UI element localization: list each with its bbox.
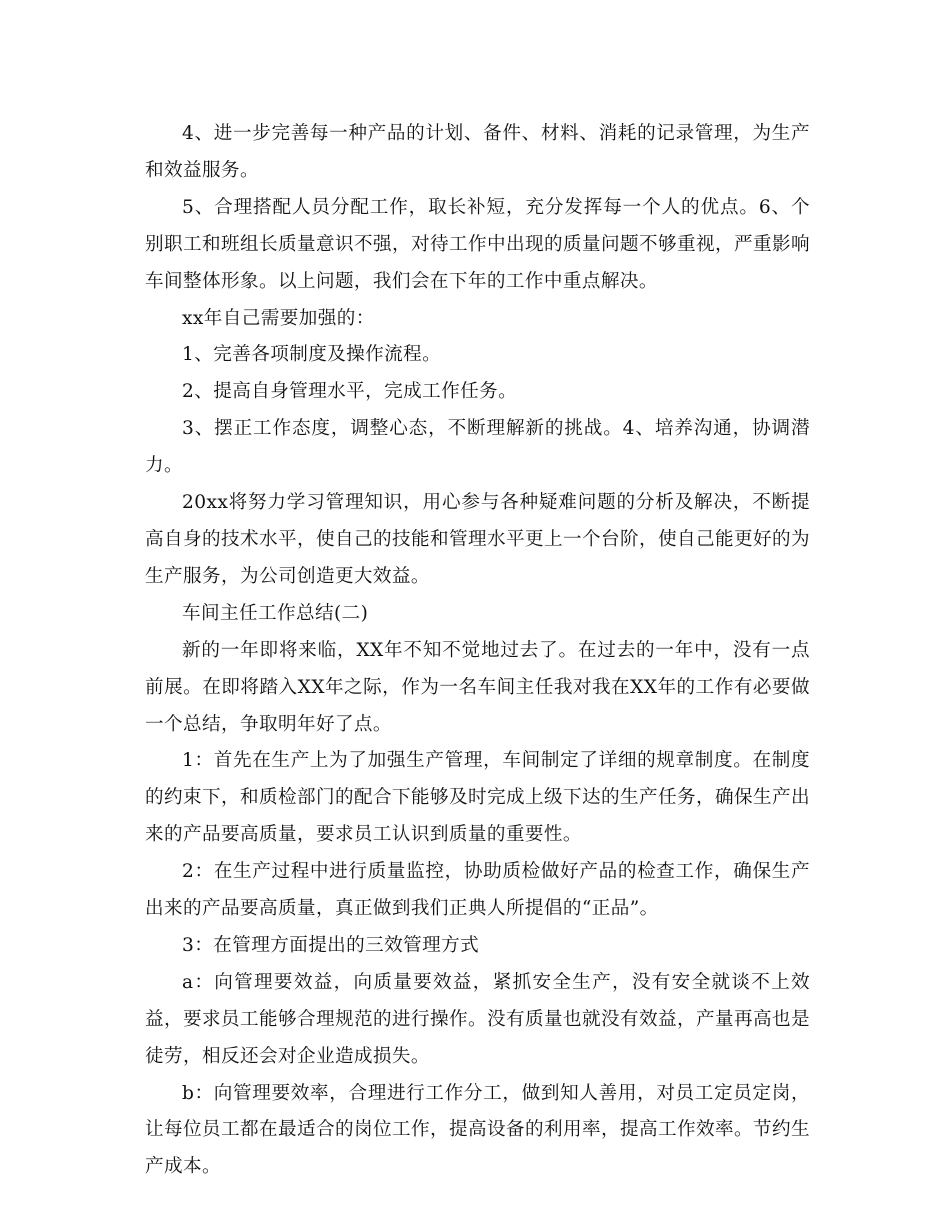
paragraph-improvement-1: 1、完善各项制度及操作流程。 <box>182 344 442 366</box>
paragraph-improvement-2: 2、提高自身管理水平，完成工作任务。 <box>182 381 518 403</box>
paragraph-intro: 新的一年即将来临，XX年不知不觉地过去了。在过去的一年中，没有一点前展。在即将踏入XX年之际，作为一名车间主任我对我在XX年的工作有必要做一个总结，争取明年好了点。 <box>145 639 810 735</box>
paragraph-point-a: a：向管理要效益，向质量要效益，紧抓安全生产，没有安全就谈不上效益，要求员工能够合理规范的进行操作。没有质量也就没有效益，产量再高也是徒劳，相反还会对企业造成损失。 <box>145 971 810 1067</box>
paragraph-point-3: 3：在管理方面提出的三效管理方式 <box>182 934 480 956</box>
paragraph-point-2: 2：在生产过程中进行质量监控，协助质检做好产品的检查工作，确保生产出来的产品要高质量，真正做到我们正典人所提倡的“正品”。 <box>145 861 810 920</box>
paragraph-improvement-heading: xx年自己需要加强的： <box>182 307 375 329</box>
paragraph-point-1: 1：首先在生产上为了加强生产管理，车间制定了详细的规章制度。在制度的约束下，和质检部门的配合下能够及时完成上级下达的生产任务，确保生产出来的产品要高质量，要求员工认识到质量的重要性。 <box>145 750 810 846</box>
paragraph-item-4: 4、进一步完善每一种产品的计划、备件、材料、消耗的记录管理，为生产和效益服务。 <box>145 123 810 181</box>
paragraph-goals: 20xx将努力学习管理知识，用心参与各种疑难问题的分析及解决，不断提高自身的技术水平，使自己的技能和管理水平更上一个台阶，使自己能更好的为生产服务，为公司创造更大效益。 <box>145 492 810 587</box>
paragraph-item-5-6: 5、合理搭配人员分配工作，取长补短，充分发挥每一个人的优点。6、个别职工和班组长质量意识不强，对待工作中出现的质量问题不够重视，严重影响车间整体形象。以上问题，我们会在下年的工作中重点解决。 <box>145 196 810 292</box>
section-title-summary-two: 车间主任工作总结(二) <box>182 602 369 624</box>
paragraph-point-b: b：向管理要效率，合理进行工作分工，做到知人善用，对员工定员定岗，让每位员工都在最适合的岗位工作，提高设备的利用率，提高工作效率。节约生产成本。 <box>145 1082 810 1178</box>
paragraph-improvement-3-4: 3、摆正工作态度，调整心态，不断理解新的挑战。4、培养沟通，协调潜力。 <box>145 418 810 477</box>
document-body <box>145 116 810 1186</box>
